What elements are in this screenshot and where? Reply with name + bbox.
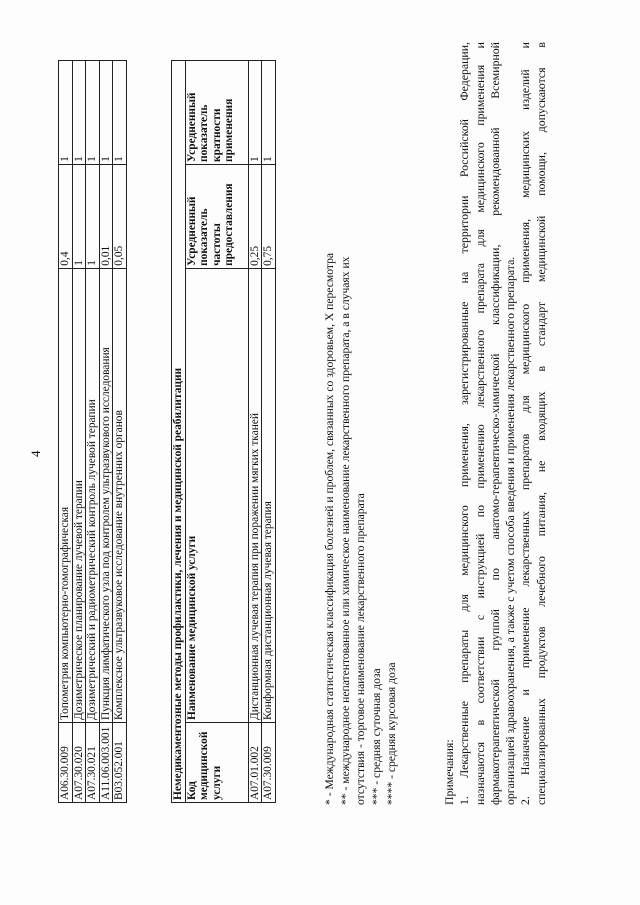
header-frequency: Усредненный показатель частоты предоставления [185, 164, 248, 268]
header-code: Код медицинской услуги [185, 723, 248, 803]
table-row [86, 61, 100, 803]
notes [442, 42, 549, 805]
header-multiplicity: Усредненный показатель кратности применения [185, 61, 248, 165]
cell-code: A07.01.002 [248, 723, 262, 803]
notes-body [457, 42, 549, 805]
cell-frequency: 0,4 [59, 164, 73, 268]
cell-code: A06.30.009 [59, 723, 73, 803]
non-drug-methods-table-body [172, 61, 249, 803]
cell-frequency: 0,25 [248, 164, 262, 268]
table-row [72, 61, 86, 803]
cell-multiplicity: 1 [72, 61, 86, 165]
cell-multiplicity: 1 [248, 61, 262, 165]
footnote-line: **** - средняя курсовая доза [385, 662, 398, 805]
table-row [262, 61, 276, 803]
header-name: Наименование медицинской услуги [185, 268, 248, 722]
footnote-line: * - Международная статистическая классификация болезней и проблем, связанных со здоровьем, X пересмотра [323, 252, 336, 805]
table-row [59, 61, 73, 803]
table-row [113, 61, 127, 803]
cell-frequency: 0,75 [262, 164, 276, 268]
cell-code: B03.052.001 [113, 723, 127, 803]
non-drug-methods-rows [248, 61, 275, 803]
cell-frequency: 0,05 [113, 164, 127, 268]
note-line: 2. Назначение и применение лекарственных препаратов для медицинского применения, медицинских изделий и [518, 42, 533, 805]
note-line: назначаются в соответствии с инструкцией по применению лекарственного препарата для медицинского применения и [472, 42, 487, 805]
services-table-continued [58, 60, 127, 803]
cell-multiplicity: 1 [113, 61, 127, 165]
note-line: 1. Лекарственные препараты для медицинского применения, зарегистрированные на территории Российской Федерации, [457, 42, 472, 805]
cell-code: A07.30.021 [86, 723, 100, 803]
cell-multiplicity: 1 [262, 61, 276, 165]
cell-name: Комплексное ультразвуковое исследование внутренних органов [113, 268, 127, 722]
notes-title: Примечания: [442, 739, 456, 805]
table-header-row [185, 61, 248, 803]
table-row [99, 61, 113, 803]
footnotes [322, 45, 400, 805]
footnote-line: *** - средняя суточная доза [369, 668, 383, 805]
cell-code: A11.06.003.001 [99, 723, 113, 803]
services-table-body [59, 61, 127, 803]
cell-name: Конформная дистанционная лучевая терапия [262, 268, 276, 722]
cell-frequency: 0,01 [99, 164, 113, 268]
footnote-line: ** - международное непатентованное или химическое наименование лекарственного препарата, а в случаях их [338, 256, 352, 805]
note-line: организацией здравоохранения, а также с учетом способа введения и применения лекарственного препарата. [503, 256, 518, 805]
note-line: специализированных продуктов лечебного питания, не входящих в стандарт медицинской помощи, допускаются в [533, 42, 548, 805]
cell-multiplicity: 1 [99, 61, 113, 165]
cell-name: Дозиметрический и радиометрический контроль лучевой терапии [86, 268, 100, 722]
cell-name: Дистанционная лучевая терапия при поражении мягких тканей [248, 268, 262, 722]
table-row [248, 61, 262, 803]
cell-frequency: 1 [86, 164, 100, 268]
footnote-line: отсутствия - торговое наименование лекарственного препарата [354, 493, 367, 805]
cell-name: Топометрия компьютерно-томографическая [59, 268, 73, 722]
cell-code: A07.30.020 [72, 723, 86, 803]
section-title-row [172, 61, 186, 803]
section-title: Немедикаментозные методы профилактики, лечения и медицинской реабилитации [172, 61, 186, 803]
cell-multiplicity: 1 [59, 61, 73, 165]
cell-frequency: 1 [72, 164, 86, 268]
cell-name: Дозиметрическое планирование лучевой терапии [72, 268, 86, 722]
cell-name: Пункция лимфатического узла под контролем ультразвукового исследования [99, 268, 113, 722]
page-number: 4 [28, 450, 43, 457]
cell-multiplicity: 1 [86, 61, 100, 165]
note-line: фармакотерапевтической группой по анатомо-терапевтическо-химической классификации, рекомендованной Всемирной [487, 42, 502, 805]
cell-code: A07.30.009 [262, 723, 276, 803]
non-drug-methods-table [171, 60, 276, 803]
